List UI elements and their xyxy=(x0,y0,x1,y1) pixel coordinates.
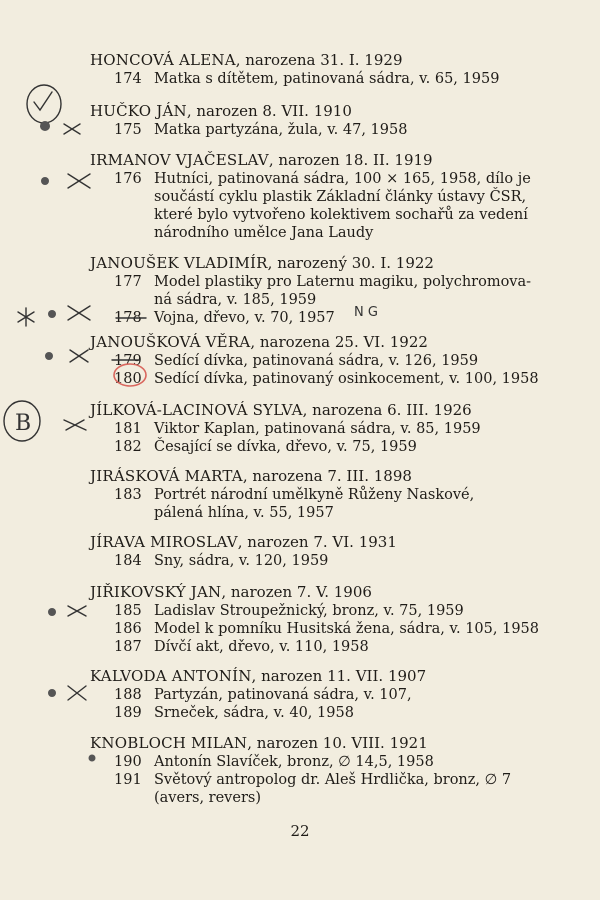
artist-name: JÍLKOVÁ-LACINOVÁ SYLVA xyxy=(90,401,303,419)
work-description: Srneček, sádra, v. 40, 1958 xyxy=(154,705,354,721)
work-item xyxy=(90,638,560,656)
work-number: 179 xyxy=(114,353,142,369)
work-item xyxy=(90,438,560,456)
artist-entry xyxy=(90,466,560,522)
work-item xyxy=(90,753,560,771)
artist-entry xyxy=(90,332,560,388)
artist-birth: , narozen 11. VII. 1907 xyxy=(251,667,427,685)
work-item xyxy=(90,420,560,438)
work-description-line: Portrét národní umělkyně Růženy Naskové, xyxy=(154,487,475,503)
work-item xyxy=(90,602,560,620)
artist-birth: , narozena 25. VI. 1922 xyxy=(250,333,428,351)
work-description: Model k pomníku Husitská žena, sádra, v. 105, 1958 xyxy=(154,621,539,637)
work-description: Partyzán, patinovaná sádra, v. 107, xyxy=(154,687,412,703)
artist-name: JANOUŠKOVÁ VĚRA xyxy=(90,333,251,351)
work-number: 190 xyxy=(114,754,142,770)
work-number: 185 xyxy=(114,603,142,619)
artist-name: KALVODA ANTONÍN xyxy=(90,667,252,685)
work-description: Ladislav Stroupežnický, bronz, v. 75, 1959 xyxy=(154,603,464,619)
work-description-line: součástí cyklu plastik Základní články ústavy ČSR, xyxy=(154,189,527,205)
work-description-line: ná sádra, v. 185, 1959 xyxy=(154,292,317,308)
work-description: Dívčí akt, dřevo, v. 110, 1958 xyxy=(154,639,369,655)
work-number: 186 xyxy=(114,621,142,637)
artist-name: IRMANOV VJAČESLAV xyxy=(90,151,269,169)
work-description: Viktor Kaplan, patinovaná sádra, v. 85, 1959 xyxy=(154,421,481,437)
work-description-line: (avers, revers) xyxy=(154,790,261,806)
artist-name: HUČKO JÁN xyxy=(90,102,187,120)
artist-birth: , narozen 18. II. 1919 xyxy=(268,151,433,169)
work-number: 191 xyxy=(114,772,142,788)
work-item xyxy=(90,686,560,704)
artist-birth: , narozen 8. VII. 1910 xyxy=(186,102,352,120)
work-description-line: národního umělce Jana Laudy xyxy=(154,225,374,241)
work-description: Sedící dívka, patinovaná sádra, v. 126, 1959 xyxy=(154,353,479,369)
work-number: 174 xyxy=(114,71,142,87)
work-number: 177 xyxy=(114,274,142,290)
work-item xyxy=(90,70,560,88)
work-number: 178 xyxy=(114,310,142,326)
work-number: 175 xyxy=(114,122,142,138)
work-item xyxy=(90,620,560,638)
artist-name: JÍRAVA MIROSLAV xyxy=(90,533,238,551)
work-description: Antonín Slavíček, bronz, ∅ 14,5, 1958 xyxy=(154,754,434,770)
artist-name: KNOBLOCH MILAN xyxy=(90,734,248,752)
artist-birth: , narozený 30. I. 1922 xyxy=(267,254,434,272)
work-item xyxy=(90,370,560,388)
work-description: Česající se dívka, dřevo, v. 75, 1959 xyxy=(154,439,417,455)
artist-birth: , narozen 7. VI. 1931 xyxy=(237,533,397,551)
work-item xyxy=(90,352,560,370)
artist-entry xyxy=(90,532,560,570)
circled-letter-mark xyxy=(4,401,86,441)
work-item xyxy=(90,170,560,242)
page-number: 22 xyxy=(290,822,310,840)
work-number: 181 xyxy=(114,421,142,437)
work-number: 188 xyxy=(114,687,142,703)
pencil-cross-mark xyxy=(41,174,90,188)
artist-entry xyxy=(90,582,560,656)
artist-entry xyxy=(90,101,560,139)
artist-entry xyxy=(90,666,560,722)
work-number: 176 xyxy=(114,171,142,187)
work-item xyxy=(90,121,560,139)
artist-entry xyxy=(90,150,560,242)
work-number: 180 xyxy=(114,371,142,387)
handwritten-letter: B xyxy=(15,411,32,436)
artist-entry xyxy=(90,400,560,456)
artist-entry xyxy=(90,733,560,807)
work-item xyxy=(90,552,560,570)
artist-entry xyxy=(90,50,560,88)
work-number: 184 xyxy=(114,553,142,569)
work-item xyxy=(90,309,560,327)
artist-birth: , narozena 7. III. 1898 xyxy=(242,467,412,485)
work-description: Matka s dítětem, patinovaná sádra, v. 65, 1959 xyxy=(154,71,500,87)
handwritten-note: N G xyxy=(354,305,378,320)
work-description-line: Hutníci, patinovaná sádra, 100 × 165, 1958, dílo je xyxy=(154,171,531,187)
work-number: 182 xyxy=(114,439,142,455)
pencil-cross-mark xyxy=(48,606,86,616)
work-item xyxy=(90,273,560,309)
work-description-line: Světový antropolog dr. Aleš Hrdlička, bronz, ∅ 7 xyxy=(154,772,512,788)
artist-name: JIRÁSKOVÁ MARTA xyxy=(90,467,243,485)
work-number: 187 xyxy=(114,639,142,655)
artist-birth: , narozen 10. VIII. 1921 xyxy=(247,734,428,752)
work-number: 183 xyxy=(114,487,142,503)
work-description-line: pálená hlína, v. 55, 1957 xyxy=(154,505,334,521)
pencil-cross-mark xyxy=(48,686,86,700)
artist-name: HONCOVÁ ALENA xyxy=(90,51,236,69)
work-item xyxy=(90,486,560,522)
artist-entry xyxy=(90,253,560,327)
artist-birth: , narozen 7. V. 1906 xyxy=(221,583,372,601)
work-item xyxy=(90,771,560,807)
work-description-line: Model plastiky pro Laternu magiku, polychromova- xyxy=(154,274,532,290)
work-number: 189 xyxy=(114,705,142,721)
work-description: Matka partyzána, žula, v. 47, 1958 xyxy=(154,122,408,138)
artist-name: JANOUŠEK VLADIMÍR xyxy=(90,254,268,272)
artist-name: JIŘIKOVSKÝ JAN xyxy=(90,583,222,601)
artist-birth: , narozena 31. I. 1929 xyxy=(235,51,403,69)
work-description: Sny, sádra, v. 120, 1959 xyxy=(154,553,329,569)
work-description: Vojna, dřevo, v. 70, 1957 xyxy=(154,310,335,326)
work-description-line: které bylo vytvořeno kolektivem sochařů za vedení xyxy=(154,207,528,223)
work-description: Sedící dívka, patinovaný osinkocement, v. 100, 1958 xyxy=(154,371,539,387)
work-item xyxy=(90,704,560,722)
artist-birth: , narozena 6. III. 1926 xyxy=(302,401,472,419)
circled-check-mark xyxy=(27,85,80,134)
